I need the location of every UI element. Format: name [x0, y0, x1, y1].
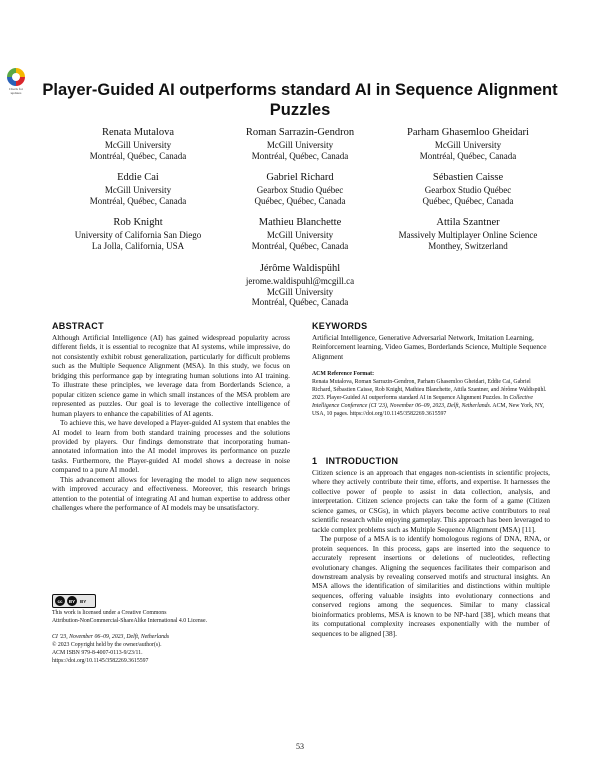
abstract-paragraph: Although Artificial Intelligence (AI) has gained widespread popularity across different fields, it is essential to recognize that AI systems, while impressive, do not consistently exhibit robust generalization, particularly for difficult problems such as the Multiple Sequence Alignment (MSA). In this study, we focus on bridging this performance gap by integrating human solutions into AI training. To illustrate these principles, we leverage data from Borderlands Science, a popular citizen science game in which small instances of the MSA problem are represented as puzzles. Our goal is to leverage the collective intelligence of human players to enhance the capabilities of AI agents. — [52, 333, 290, 418]
author-name: Jérôme Waldispühl — [259, 263, 341, 274]
author-block — [378, 171, 558, 206]
author-name: Renata Mutalova — [101, 127, 175, 138]
author-affiliation: McGill University — [266, 286, 334, 297]
doi-link[interactable]: https://doi.org/10.1145/3582269.3615597 — [52, 657, 149, 664]
author-name: Roman Sarrazin-Gendron — [245, 127, 355, 138]
acm-reference-heading: ACM Reference Format: — [312, 371, 375, 377]
author-affiliation: Gearbox Studio Québec — [256, 185, 344, 195]
author-location: Montréal, Québec, Canada — [251, 297, 349, 307]
author-affiliation: McGill University — [104, 140, 172, 150]
author-block — [210, 262, 390, 308]
author-name: Eddie Cai — [117, 172, 159, 183]
author-block — [210, 126, 390, 161]
abstract-paragraph: This advancement allows for leveraging the model to align new sequences with improved accuracy and effectiveness. Moreover, this research brings attention to the potential of integrating AI and human expertise to address other challenges where the performance of AI models may be unsatisfactory. — [52, 474, 290, 513]
author-email[interactable]: jerome.waldispuhl@mcgill.ca — [245, 276, 355, 286]
abstract-heading: ABSTRACT — [52, 321, 104, 331]
intro-paragraph: The purpose of a MSA is to identify homologous regions of DNA, RNA, or protein sequences. In this process, gaps are inserted into the sequence to accurately represent insertions or deletions of nucleotides, reflecting evolutionary changes. Aligning the sequences facilitates their comparison and downstream analysis by revealing conserved motifs and structural insights. An MSA allows the identification of similarities and distinctions within multiple sequences, offering valuable insights into evolutionary connections and conserved regions among the sequences. Similar to many classical bioinformatics problems, MSA is known to be NP-hard [38], which means that its computational complexity increases exponentially with the number of sequences to be aligned [38]. — [312, 534, 550, 638]
author-name: Gabriel Richard — [266, 172, 334, 183]
author-block — [210, 216, 390, 251]
cc-license-badge[interactable] — [52, 594, 96, 608]
author-name: Mathieu Blanchette — [258, 217, 342, 228]
keywords-text: Artificial Intelligence, Generative Adversarial Network, Imitation Learning, Reinforcement learning, Video Games, Borderlands Science, Multiple Sequence Alignment — [312, 333, 547, 361]
author-block — [378, 126, 558, 161]
author-location: Monthey, Switzerland — [428, 240, 508, 251]
check-for-updates-badge[interactable] — [4, 68, 28, 95]
abstract-body — [52, 333, 290, 513]
author-affiliation: Gearbox Studio Québec — [424, 185, 512, 195]
conference-line: CI '23, November 06–09, 2023, Delft, Netherlands — [52, 634, 170, 640]
attribution-icon: BY — [67, 596, 77, 606]
abstract-paragraph: To achieve this, we have developed a Player-guided AI system that enables the AI model to learn from both standard training processes and the solutions provided by players. Our findings demonstrate that incorporating human-annotated information into the AI model improves its performance on puzzle tasks. Furthermore, the Player-guided AI model shows a decrease in noise compared to a pure AI model. — [52, 418, 290, 475]
author-block — [368, 216, 568, 251]
author-block — [48, 216, 228, 251]
acm-reference-text: Renata Mutalova, Roman Sarrazin-Gendron, Parham Ghasemloo Gheidari, Eddie Cai, Gabriel Richard, Sébastien Caisse, Rob Knight, Mathieu Blanchette, Attila Szantner, and Jérôme Waldispühl. 2023. Player-Guided AI outperforms standard AI in Sequence Alignment Puzzles. In Collective Intelligence Conference (CI '23), November 06–09, 2023, Delft, Netherlands. ACM, New York, NY, USA, 10 pages. https://doi.org/10.1145/3582269.3615597 — [312, 378, 547, 417]
author-affiliation: McGill University — [104, 185, 172, 195]
author-location: La Jolla, California, USA — [91, 240, 185, 251]
cc-badge-label: BY — [80, 598, 87, 604]
copyright-line: © 2023 Copyright held by the owner/author(s). — [52, 641, 162, 648]
author-location: Montréal, Québec, Canada — [89, 150, 187, 161]
isbn-line: ACM ISBN 979-8-4007-0113-9/23/11. — [52, 649, 143, 656]
publication-info — [52, 634, 290, 666]
badge-label: Check for updates — [9, 87, 23, 95]
author-name: Rob Knight — [113, 217, 163, 228]
author-location: Québec, Québec, Canada — [422, 195, 514, 206]
keywords-heading: KEYWORDS — [312, 321, 368, 331]
author-location: Montréal, Québec, Canada — [251, 240, 349, 251]
author-affiliation: McGill University — [266, 140, 334, 150]
paper-title: Player-Guided AI outperforms standard AI in Sequence Alignment Puzzles — [42, 81, 558, 119]
author-affiliation: Massively Multiplayer Online Science — [398, 230, 538, 240]
crossmark-icon — [7, 68, 25, 86]
author-block — [58, 126, 218, 161]
author-name: Parham Ghasemloo Gheidari — [407, 127, 529, 138]
page-number: 53 — [296, 742, 304, 751]
license-text: This work is licensed under a Creative Commons Attribution-NonCommercial-ShareAlike International 4.0 License. — [52, 610, 208, 624]
acm-reference-venue: Collective Intelligence Conference (CI '23), November 06–09, 2023, Delft, Netherlands. — [312, 394, 533, 409]
author-location: Montréal, Québec, Canada — [251, 150, 349, 161]
author-name: Attila Szantner — [436, 217, 500, 228]
acm-reference — [312, 371, 550, 418]
author-affiliation: University of California San Diego — [74, 230, 202, 240]
author-block — [210, 171, 390, 206]
author-block — [58, 171, 218, 206]
cc-icon: cc — [55, 596, 65, 606]
author-location: Montréal, Québec, Canada — [419, 150, 517, 161]
author-affiliation: McGill University — [434, 140, 502, 150]
intro-paragraph: Citizen science is an approach that engages non-scientists in scientific projects, where they actively contribute their time, efforts, and expertise. It harnesses the collective power of people to assist in data collection, analysis, and interpretation. Citizen science projects can take the form of a game (Citizen science games, or CSGs), in which players become active contributors to real scientific research while enjoying gameplay. This approach has been leveraged to tackle complex problems such as Multiple Sequence Alignment (MSA) [11]. — [312, 468, 550, 534]
author-name: Sébastien Caisse — [432, 172, 504, 183]
introduction-body — [312, 468, 550, 638]
author-affiliation: McGill University — [266, 230, 334, 240]
author-location: Montréal, Québec, Canada — [89, 195, 187, 206]
introduction-heading: 1 INTRODUCTION — [312, 456, 399, 466]
author-location: Québec, Québec, Canada — [254, 195, 346, 206]
